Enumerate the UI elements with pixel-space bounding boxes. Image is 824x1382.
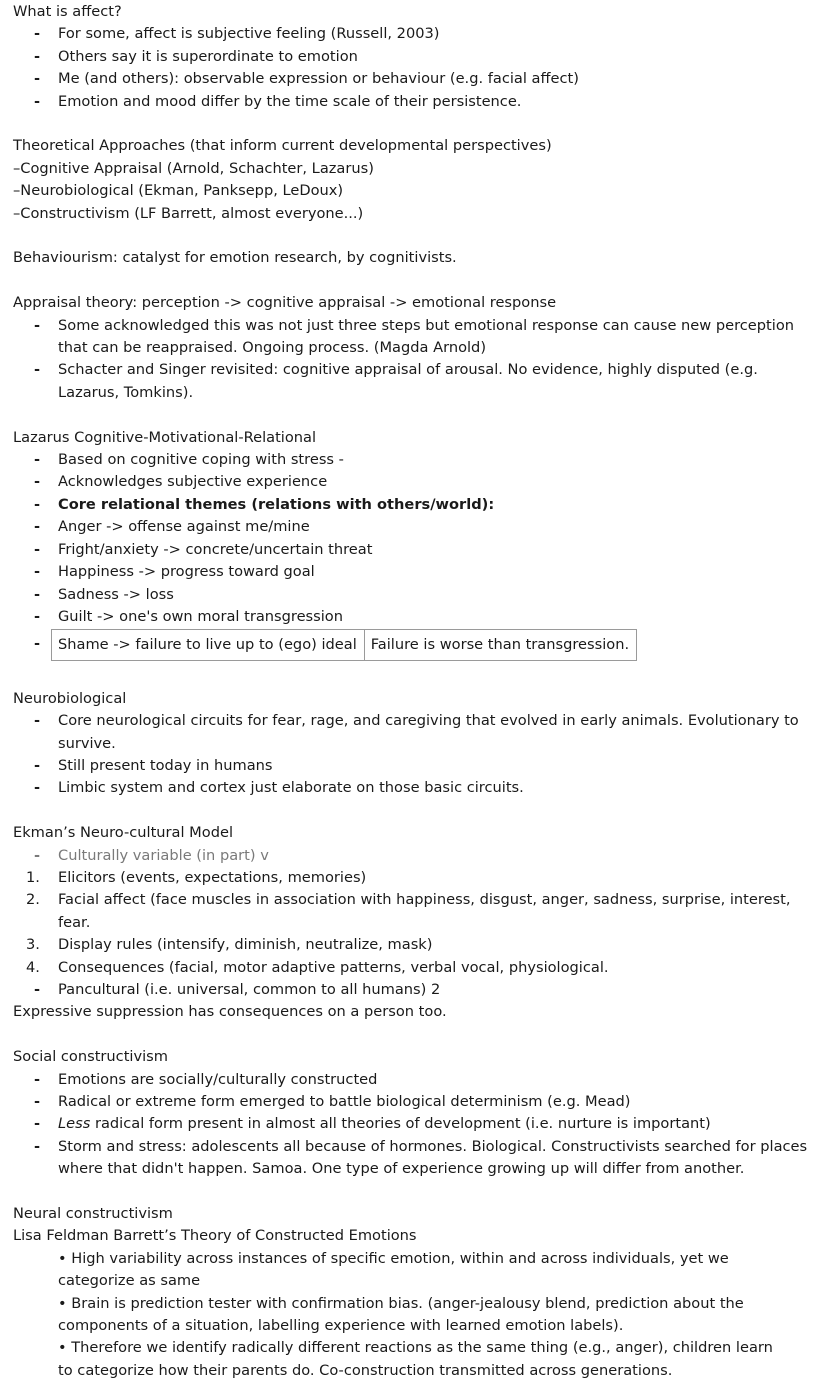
- ekman-numbered-item: 1. Elicitors (events, expectations, memories): [26, 868, 367, 886]
- affect-heading: What is affect?: [13, 3, 122, 20]
- neuro-bullet: - Core neurological circuits for fear, rage, and caregiving that evolved in early animals. Evolutionary to survive.: [34, 712, 799, 752]
- social-heading: Social constructivism: [13, 1048, 168, 1066]
- appraisal-bullet: - Some acknowledged this was not just three steps but emotional response can cause new perception that can be reappraised. Ongoing process. (Magda Arnold): [34, 316, 795, 357]
- social-bullet: - Less radical form present in almost all theories of development (i.e. nurture is important): [34, 1115, 711, 1133]
- shame-table: [51, 629, 637, 661]
- theory-item: –Cognitive Appraisal (Arnold, Schachter, Lazarus): [13, 159, 374, 177]
- affect-bullet: - Emotion and mood differ by the time scale of their persistence.: [34, 92, 522, 110]
- lazarus-bullet: - Sadness -> loss: [34, 585, 174, 603]
- theory-heading: Theoretical Approaches (that inform current developmental perspectives): [13, 137, 552, 155]
- social-bullet: - Emotions are socially/culturally constructed: [34, 1070, 378, 1088]
- neural-heading: Neural constructivism: [13, 1205, 173, 1222]
- shame-cell: Shame -> failure to live up to (ego) ideal: [58, 636, 357, 654]
- behaviourism-line: Behaviourism: catalyst for emotion research, by cognitivists.: [13, 249, 457, 267]
- social-bullet: - Storm and stress: adolescents all because of hormones. Biological. Constructivists searched for places where that didn't happen. Samoa. One type of experience growing up will differ from another.: [34, 1137, 808, 1178]
- ekman-heading: Ekman’s Neuro-cultural Model: [13, 824, 234, 842]
- lazarus-bullet: - Happiness -> progress toward goal: [34, 563, 315, 581]
- affect-bullet: - Me (and others): observable expression or behaviour (e.g. facial affect): [34, 70, 579, 88]
- neuro-bullet: - Limbic system and cortex just elaborate on those basic circuits.: [34, 779, 524, 797]
- failure-cell: Failure is worse than transgression.: [364, 630, 636, 660]
- shame-table-row: - Shame -> failure to live up to (ego) ideal Failure is worse than transgression.: [13, 629, 824, 661]
- appraisal-bullet: - Schacter and Singer revisited: cognitive appraisal of arousal. No evidence, highly disputed (e.g. Lazarus, Tomkins).: [34, 361, 758, 401]
- neural-subheading: Lisa Feldman Barrett’s Theory of Constructed Emotions: [13, 1227, 417, 1245]
- ekman-bullet: - Pancultural (i.e. universal, common to all humans) 2: [34, 980, 441, 998]
- neuro-heading: Neurobiological: [13, 689, 127, 707]
- lazarus-heading: Lazarus Cognitive-Motivational-Relational: [13, 428, 317, 446]
- theory-item: –Neurobiological (Ekman, Panksepp, LeDoux): [13, 182, 344, 200]
- barrett-point: • Therefore we identify radically different reactions as the same thing (e.g., anger), children learn to categorize how their parents do. Co-construction transmitted across generations.: [58, 1339, 773, 1379]
- ekman-numbered-item: 4. Consequences (facial, motor adaptive patterns, verbal vocal, physiological.: [26, 958, 609, 976]
- lazarus-bullet-bold: - Core relational themes (relations with others/world):: [34, 495, 495, 513]
- appraisal-heading: Appraisal theory: perception -> cognitive appraisal -> emotional response: [13, 294, 557, 312]
- ekman-numbered-item: 3. Display rules (intensify, diminish, neutralize, mask): [26, 936, 433, 954]
- lazarus-bullet: - Acknowledges subjective experience: [34, 473, 328, 491]
- lazarus-bullet: - Based on cognitive coping with stress -: [34, 451, 344, 469]
- affect-bullet: - For some, affect is subjective feeling (Russell, 2003): [34, 25, 440, 43]
- lazarus-bullet: - Fright/anxiety -> concrete/uncertain threat: [34, 540, 373, 558]
- ekman-numbered-item: 2. Facial affect (face muscles in association with happiness, disgust, anger, sadness, surprise, interest, fear.: [26, 891, 791, 931]
- ekman-gray-bullet: - Culturally variable (in part) v: [34, 846, 269, 864]
- barrett-point: • High variability across instances of specific emotion, within and across individuals, yet we categorize as same: [58, 1249, 729, 1290]
- barrett-point: • Brain is prediction tester with confirmation bias. (anger-jealousy blend, prediction about the components of a situation, labelling experience with learned emotion labels).: [58, 1294, 744, 1335]
- lazarus-bullet: - Guilt -> one's own moral transgression: [34, 607, 343, 625]
- social-bullet: - Radical or extreme form emerged to battle biological determinism (e.g. Mead): [34, 1092, 631, 1110]
- lazarus-bullet: - Anger -> offense against me/mine: [34, 518, 310, 536]
- affect-bullet: - Others say it is superordinate to emotion: [34, 47, 358, 65]
- theory-item: –Constructivism (LF Barrett, almost everyone...): [13, 204, 364, 222]
- ekman-note: Expressive suppression has consequences on a person too.: [13, 1003, 447, 1021]
- neuro-bullet: - Still present today in humans: [34, 756, 273, 774]
